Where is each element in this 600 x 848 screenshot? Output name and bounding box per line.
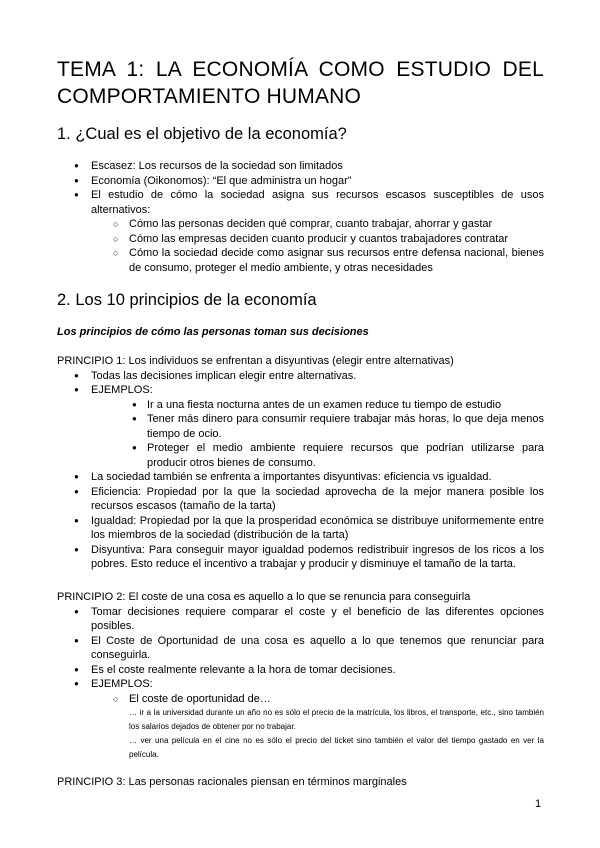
example-detail: … ver una película en el cine no es sólo el precio del ticket sino también el valor del tiempo gastado en ver la película. xyxy=(129,736,544,759)
list-item: ● Escasez: Los recursos de la sociedad son limitados xyxy=(57,159,544,174)
principle-1-title: PRINCIPIO 1: Los individuos se enfrentan a disyuntivas (elegir entre alternativas) xyxy=(57,355,454,367)
list-item: ● Economía (Oikonomos): “El que administra un hogar” xyxy=(57,174,544,189)
list-item: ● EJEMPLOS: xyxy=(57,677,544,692)
list-item: ● La sociedad también se enfrenta a importantes disyuntivas: eficiencia vs igualdad. xyxy=(57,470,544,485)
list-item: ● El Coste de Oportunidad de una cosa es aquello a lo que tenemos que renunciar para conseguirla. xyxy=(57,634,544,663)
section-1-list xyxy=(57,159,544,275)
example-item: ● Tener más dinero para consumir requiere trabajar más horas, lo que deja menos tiempo de ocio. xyxy=(57,412,544,441)
example-detail: … ir a la universidad durante un año no es sólo el precio de la matrícula, los libros, el transporte, etc., sino también los salarios dejados de obtener por no trabajar. xyxy=(129,708,544,731)
section-2-heading: 2. Los 10 principios de la economía xyxy=(57,291,317,309)
list-item: ● Eficiencia: Propiedad por la que la sociedad aprovecha de la mejor manera posible los recursos escasos (tamaño de la tarta) xyxy=(57,485,544,514)
principle-3-block xyxy=(57,775,544,790)
list-item: ● Disyuntiva: Para conseguir mayor igualdad podemos redistribuir ingresos de los ricos a los pobres. Esto reduce el incentivo a trabajar y producir y disminuye el tamaño de la tarta. xyxy=(57,543,544,572)
list-item: ● Es el coste realmente relevante a la hora de tomar decisiones. xyxy=(57,663,544,678)
example-item: ● Proteger el medio ambiente requiere recursos que podrían utilizarse para producir otros bienes de consumo. xyxy=(57,441,544,470)
document-title: TEMA 1: LA ECONOMÍA COMO ESTUDIO DEL COMPORTAMIENTO HUMANO xyxy=(57,58,544,108)
sub-list-item: ○ Cómo las empresas deciden cuanto producir y cuantos trabajadores contratar xyxy=(57,232,544,247)
list-item: ● Todas las decisiones implican elegir entre alternativas. xyxy=(57,369,544,384)
sub-list-item: ○ Cómo las personas deciden qué comprar, cuanto trabajar, ahorrar y gastar xyxy=(57,217,544,232)
section-2-subheading: Los principios de cómo las personas toman sus decisiones xyxy=(57,326,369,338)
list-item: ● Igualdad: Propiedad por la que la prosperidad económica se distribuye uniformemente entre los miembros de la sociedad (distribución de la tarta) xyxy=(57,514,544,543)
list-item: ● EJEMPLOS: xyxy=(57,383,544,398)
page-number: 1 xyxy=(535,798,542,810)
section-1-heading: 1. ¿Cual es el objetivo de la economía? xyxy=(57,125,347,143)
list-item: ● Tomar decisiones requiere comparar el coste y el beneficio de las diferentes opciones posibles. xyxy=(57,605,544,634)
sub-list-item: ○ Cómo la sociedad decide como asignar sus recursos entre defensa nacional, bienes de consumo, proteger el medio ambiente, y otras necesidades xyxy=(57,246,544,275)
principle-2-block xyxy=(57,590,544,762)
principle-1-block xyxy=(57,354,544,572)
list-item: ● El estudio de cómo la sociedad asigna sus recursos escasos susceptibles de usos alternativos: xyxy=(57,188,544,217)
example-item: ● Ir a una fiesta nocturna antes de un examen reduce tu tiempo de estudio xyxy=(57,398,544,413)
principle-3-title: PRINCIPIO 3: Las personas racionales piensan en términos marginales xyxy=(57,776,407,788)
principle-2-title: PRINCIPIO 2: El coste de una cosa es aquello a lo que se renuncia para conseguirla xyxy=(57,591,471,603)
sub-list-item: ○ El coste de oportunidad de… xyxy=(57,692,544,707)
